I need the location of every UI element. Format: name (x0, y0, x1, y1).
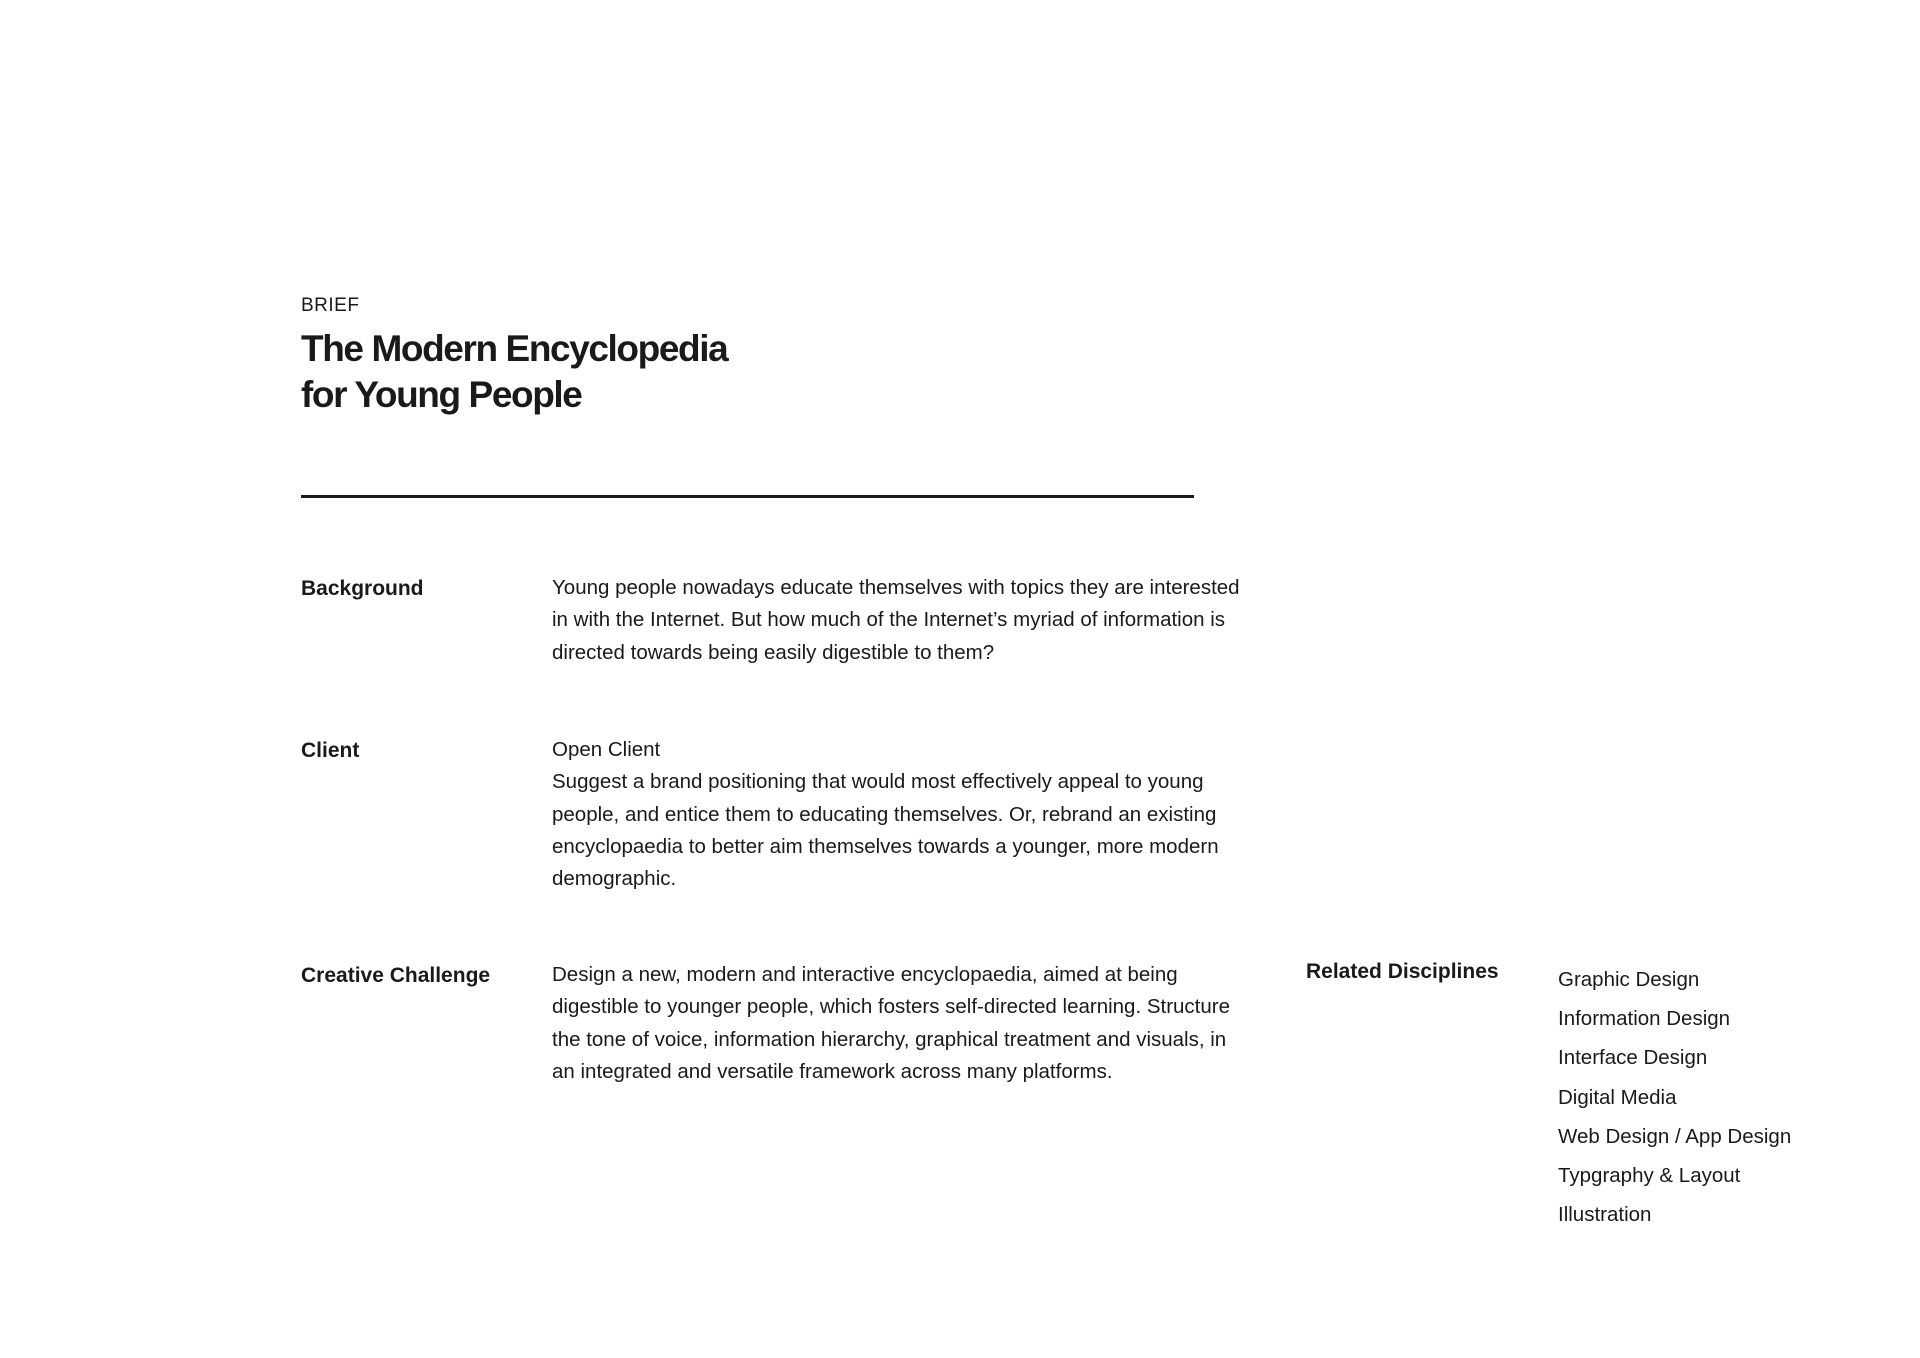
page-title (301, 326, 727, 418)
brief-eyebrow: BRIEF (301, 295, 360, 316)
client-label: Client (301, 739, 360, 762)
discipline-item: Typgraphy & Layout (1558, 1164, 1741, 1188)
creative-challenge-text (552, 959, 1242, 1088)
creative-challenge-paragraph: Design a new, modern and interactive encyclopaedia, aimed at being digestible to younger people, which fosters self-directed learning. Structure the tone of voice, information hierarchy, graphical treatment and visuals, in an integrated and versatile framework across many platforms. (552, 963, 1231, 1083)
client-text (552, 734, 1242, 895)
client-paragraph: Suggest a brand positioning that would most effectively appeal to young people, and entice them to educating themselves. Or, rebrand an existing encyclopaedia to better aim themselves towards a younger, more modern demographic. (552, 770, 1219, 891)
discipline-item: Web Design / App Design (1558, 1124, 1792, 1148)
page-title-line-1: The Modern Encyclopedia (301, 328, 728, 369)
client-name: Open Client (552, 738, 661, 761)
discipline-item: Digital Media (1558, 1085, 1677, 1109)
background-label: Background (301, 577, 424, 600)
creative-challenge-label: Creative Challenge (301, 964, 491, 987)
discipline-item: Information Design (1558, 1007, 1731, 1031)
related-disciplines-label: Related Disciplines (1306, 960, 1499, 983)
background-text (552, 572, 1242, 669)
discipline-item: Illustration (1558, 1203, 1652, 1227)
page-title-line-2: for Young People (301, 374, 582, 415)
related-disciplines-list (1558, 960, 1791, 1234)
discipline-item: Interface Design (1558, 1046, 1708, 1070)
background-paragraph: Young people nowadays educate themselves with topics they are interested in with the Internet. But how much of the Internet’s myriad of information is directed towards being easily digestible to them? (552, 576, 1240, 664)
title-divider (301, 495, 1194, 498)
discipline-item: Graphic Design (1558, 968, 1700, 991)
